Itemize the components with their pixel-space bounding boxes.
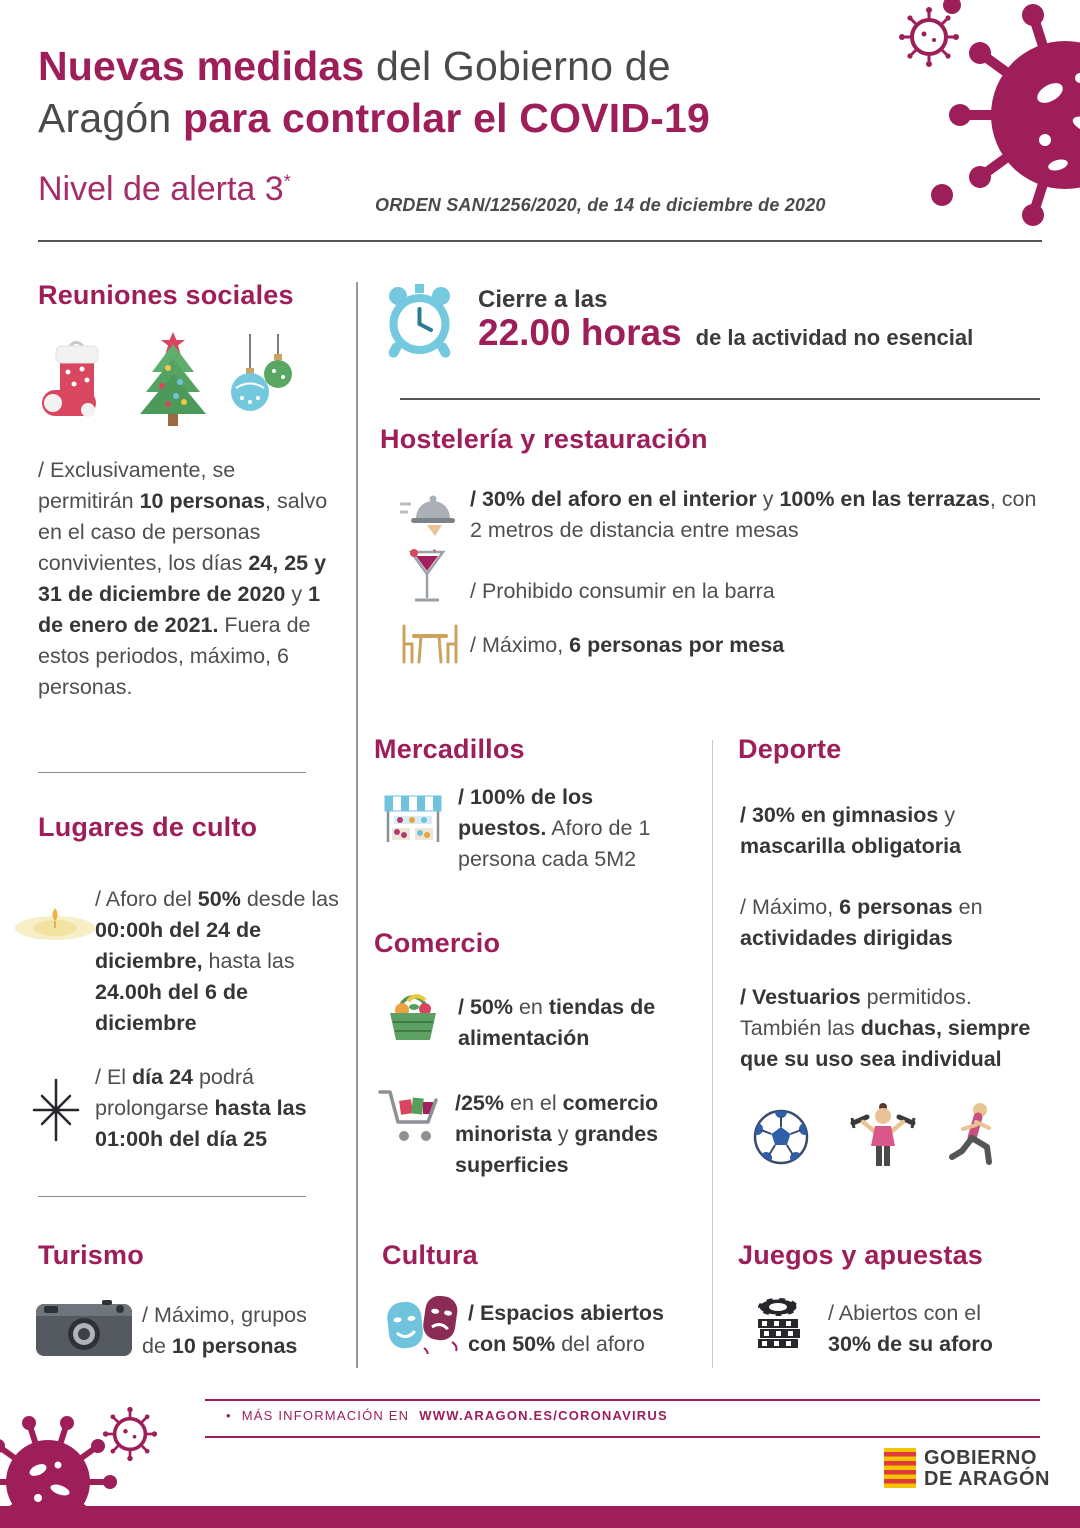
section-title-juegos: Juegos y apuestas — [738, 1240, 984, 1270]
soccer-ball-icon — [752, 1108, 810, 1166]
weightlifter-icon — [848, 1102, 918, 1170]
title-line-2: Aragón para controlar el COVID-19 — [38, 95, 710, 141]
column-divider — [712, 740, 713, 1368]
left-divider — [38, 772, 306, 773]
reuniones-paragraph: / Exclusivamente, se permitirán 10 personas, salvo en el caso de personas convivientes, los días 24, 25 y 31 de diciembre de 2020 y 1 de enero de 2021. Fuera de estos periodos, máximo, 6 personas. — [38, 458, 328, 699]
hosteleria-item-2: / Prohibido consumir en la barra — [470, 579, 775, 603]
section-title-cultura: Cultura — [382, 1240, 478, 1270]
left-divider — [38, 1196, 306, 1197]
footer-url: WWW.ARAGON.ES/CORONAVIRUS — [419, 1408, 668, 1423]
column-divider — [356, 282, 358, 1368]
title-line-1: Nuevas medidas del Gobierno de — [38, 43, 671, 89]
footer-divider-top — [205, 1399, 1040, 1401]
footer-divider-bottom — [205, 1436, 1040, 1438]
gobierno-aragon-logo — [924, 1448, 1050, 1490]
page-title — [38, 40, 710, 144]
food-basket-icon — [382, 988, 444, 1046]
virus-icon — [930, 0, 1080, 275]
candle-icon — [10, 898, 95, 943]
hosteleria-item-3: / Máximo, 6 personas por mesa — [470, 633, 785, 657]
footer-info-text: MÁS INFORMACIÓN EN — [241, 1408, 410, 1423]
section-title-mercadillos: Mercadillos — [374, 734, 525, 764]
table-chairs-icon — [398, 622, 462, 668]
culto-item-1: / Aforo del 50% desde las 00:00h del 24 de diciembre, hasta las 24.00h del 6 de diciembre — [95, 887, 339, 1035]
logo-line-2: DE ARAGÓN — [924, 1468, 1050, 1490]
mercadillos-item: / 100% de los puestos. Aforo de 1 persona cada 5M2 — [458, 785, 651, 871]
turismo-item: / Máximo, grupos de 10 personas — [142, 1303, 307, 1358]
deporte-item-1: / 30% en gimnasios y mascarilla obligatoria — [740, 803, 962, 858]
baubles-icon — [228, 334, 300, 434]
closure-label: Cierre a las — [478, 286, 608, 313]
section-title-turismo: Turismo — [38, 1240, 144, 1270]
christmas-tree-icon — [132, 330, 214, 430]
culto-item-2: / El día 24 podrá prolongarse hasta las 01:00h del día 25 — [95, 1065, 307, 1151]
hosteleria-item-1: / 30% del aforo en el interior y 100% en las terrazas, con 2 metros de distancia entre mesas — [470, 487, 1037, 542]
market-stall-icon — [382, 792, 444, 850]
order-reference: ORDEN SAN/1256/2020, de 14 de diciembre de 2020 — [375, 195, 826, 215]
star-sparkle-icon — [24, 1078, 88, 1142]
alarm-clock-icon — [382, 282, 457, 360]
section-title-culto: Lugares de culto — [38, 812, 258, 842]
deporte-item-2: / Máximo, 6 personas en actividades dirigidas — [740, 895, 983, 950]
footer-bullet: • — [226, 1408, 232, 1423]
cultura-item: / Espacios abiertos con 50% del aforo — [468, 1301, 664, 1356]
cocktail-icon — [405, 548, 450, 610]
alert-level: Nivel de alerta 3* — [38, 170, 291, 208]
aragon-flag-icon — [884, 1448, 916, 1488]
closure-suffix: de la actividad no esencial — [695, 325, 974, 350]
comercio-item-2: /25% en el comercio minorista y grandes superficies — [455, 1091, 659, 1177]
section-title-hosteleria: Hostelería y restauración — [380, 424, 708, 454]
section-title-reuniones: Reuniones sociales — [38, 280, 294, 310]
juegos-item: / Abiertos con el 30% de su aforo — [828, 1301, 993, 1356]
header-divider — [38, 240, 1042, 242]
section-title-deporte: Deporte — [738, 734, 842, 764]
shopping-cart-icon — [378, 1086, 444, 1146]
closure-time: 22.00 horas — [478, 312, 682, 353]
stocking-icon — [40, 338, 112, 430]
section-title-comercio: Comercio — [374, 928, 501, 958]
deporte-item-3: / Vestuarios permitidos. También las duchas, siempre que su uso sea individual — [740, 985, 1031, 1071]
logo-line-1: GOBIERNO — [924, 1447, 1037, 1469]
closure-time-row — [478, 312, 973, 354]
cloche-icon — [398, 488, 458, 538]
camera-icon — [34, 1292, 134, 1358]
runner-icon — [946, 1100, 1002, 1170]
virus-icon — [102, 1406, 158, 1462]
comercio-item-1: / 50% en tiendas de alimentación — [458, 995, 656, 1050]
bottom-color-bar — [0, 1506, 1080, 1528]
footer-info — [226, 1408, 668, 1423]
closure-divider — [400, 398, 1040, 400]
theater-masks-icon — [384, 1292, 462, 1354]
poker-chips-icon — [750, 1292, 814, 1352]
